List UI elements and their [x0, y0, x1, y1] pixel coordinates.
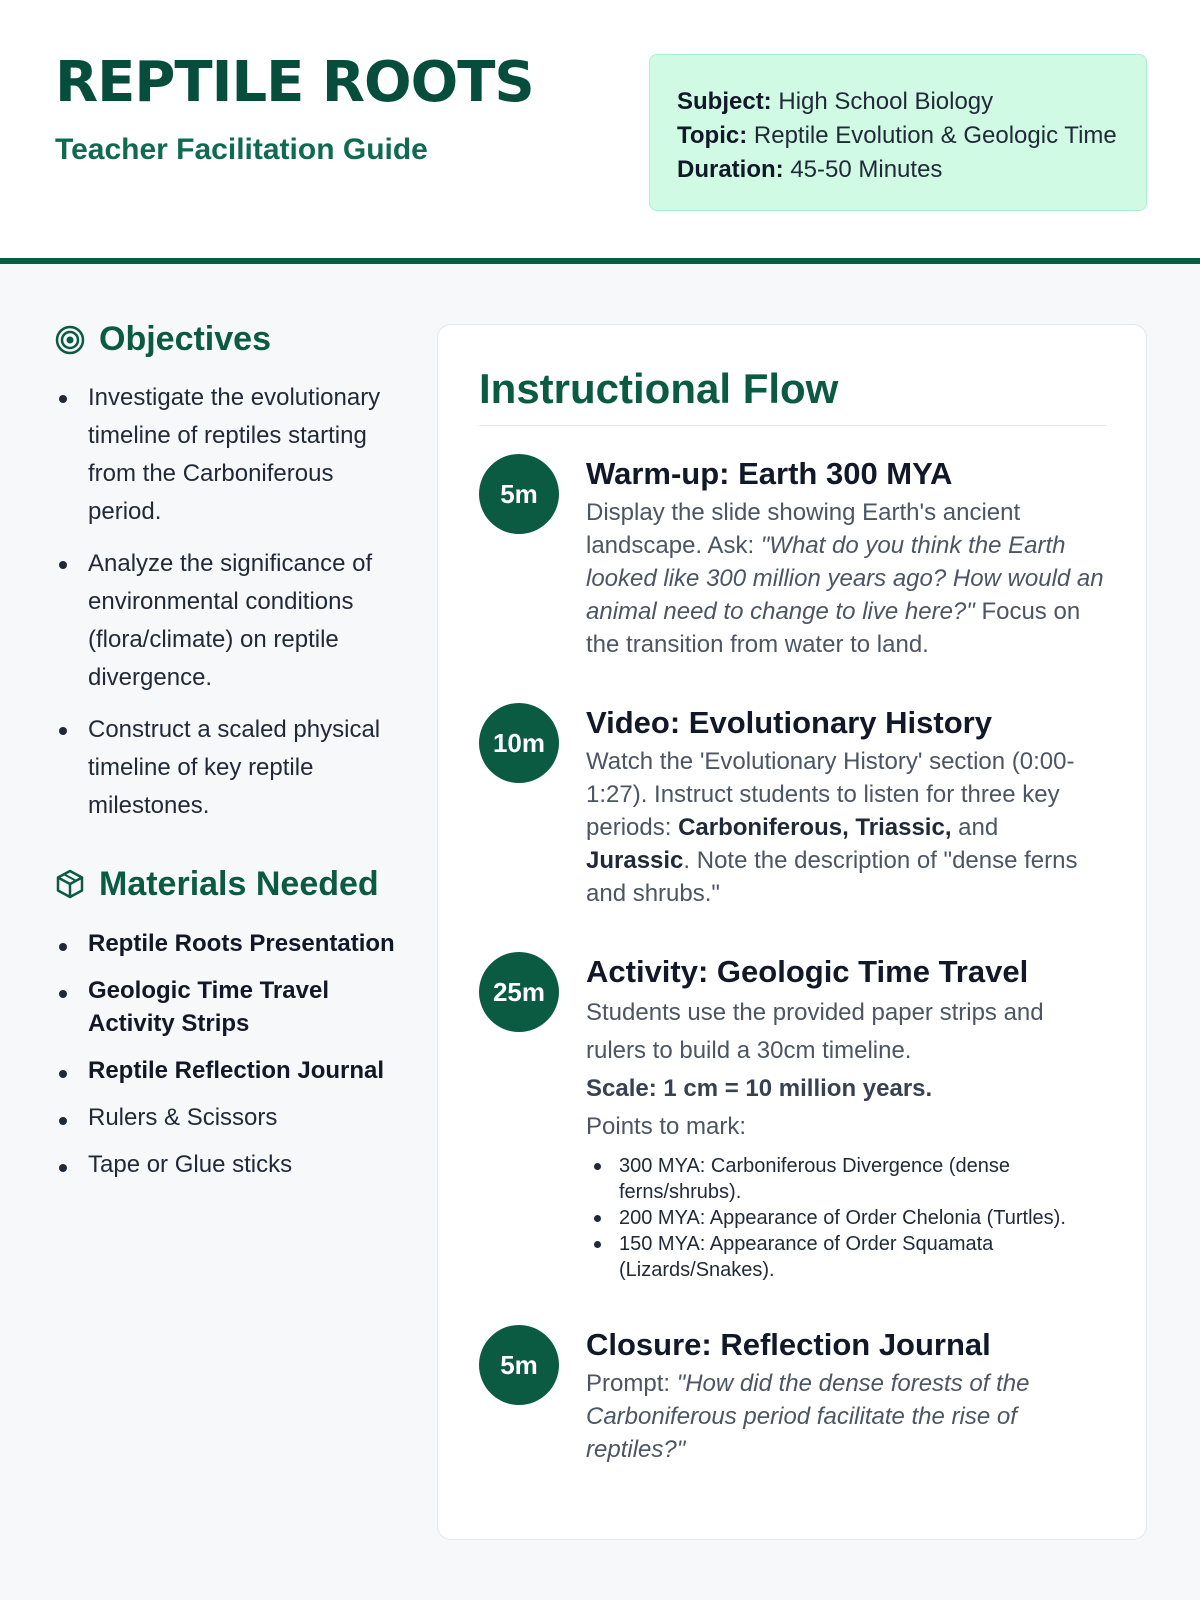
- meta-topic: Topic: Reptile Evolution & Geologic Time: [677, 122, 1117, 149]
- step-description: Prompt: "How did the dense forests of the Carboniferous period facilitate the rise of reptiles?": [586, 1370, 1030, 1463]
- step-description: Watch the 'Evolutionary History' section (0:00-1:27). Instruct students to listen for three key periods: Carboniferous, Triassic, and Jurassic. Note the description of "dense ferns and shrubs.": [586, 748, 1078, 907]
- step-description: Display the slide showing Earth's ancient landscape. Ask: "What do you think the Earth looked like 300 million years ago? How would an animal need to change to live here?" Focus on the transition from water to land.: [586, 499, 1104, 658]
- flow-step-warmup: [479, 454, 1106, 661]
- page-title: REPTILE ROOTS: [55, 50, 534, 115]
- meta-subject: Subject: High School Biology: [677, 88, 994, 115]
- list-item: Geologic Time Travel Activity Strips: [55, 974, 395, 1040]
- list-item: Rulers & Scissors: [55, 1101, 395, 1134]
- instructional-flow-card: [437, 324, 1147, 1540]
- list-item: Reptile Reflection Journal: [55, 1054, 395, 1087]
- lesson-meta-box: [649, 54, 1147, 211]
- target-icon: [55, 325, 85, 355]
- meta-duration: Duration: 45-50 Minutes: [677, 156, 943, 183]
- list-item: 200 MYA: Appearance of Order Chelonia (Turtles).: [586, 1205, 1106, 1231]
- materials-list: [55, 927, 395, 1181]
- duration-badge: 5m: [479, 454, 559, 534]
- flow-step-video: [479, 703, 1106, 910]
- step-title: Video: Evolutionary History: [586, 705, 992, 740]
- list-item: Analyze the significance of environmental conditions (flora/climate) on reptile divergence.: [55, 545, 395, 697]
- list-item: Reptile Roots Presentation: [55, 927, 395, 960]
- list-item: Tape or Glue sticks: [55, 1148, 395, 1181]
- list-item: Construct a scaled physical timeline of key reptile milestones.: [55, 711, 395, 825]
- sidebar: [55, 320, 395, 1195]
- step-title: Activity: Geologic Time Travel: [586, 954, 1029, 989]
- list-item: Investigate the evolutionary timeline of reptiles starting from the Carboniferous period.: [55, 379, 395, 531]
- duration-badge: 10m: [479, 703, 559, 783]
- list-item: 150 MYA: Appearance of Order Squamata (Lizards/Snakes).: [586, 1231, 1106, 1283]
- objectives-list: [55, 379, 395, 825]
- page-header: [0, 0, 1200, 264]
- list-item: 300 MYA: Carboniferous Divergence (dense ferns/shrubs).: [586, 1153, 1106, 1205]
- flow-heading: Instructional Flow: [479, 365, 1106, 426]
- flow-step-closure: [479, 1325, 1106, 1466]
- box-icon: [55, 869, 85, 899]
- scale-note: Scale: 1 cm = 10 million years.: [586, 1075, 933, 1102]
- duration-badge: 5m: [479, 1325, 559, 1405]
- step-description: Students use the provided paper strips and rulers to build a 30cm timeline.: [586, 999, 1044, 1064]
- materials-heading: Materials Needed: [55, 861, 395, 907]
- timeline-points-list: [586, 1153, 1106, 1283]
- page-subtitle: Teacher Facilitation Guide: [55, 133, 428, 166]
- flow-step-activity: [479, 952, 1106, 1283]
- step-title: Closure: Reflection Journal: [586, 1327, 991, 1362]
- objectives-heading: Objectives: [55, 320, 395, 359]
- duration-badge: 25m: [479, 952, 559, 1032]
- step-title: Warm-up: Earth 300 MYA: [586, 456, 953, 491]
- points-label: Points to mark:: [586, 1113, 747, 1140]
